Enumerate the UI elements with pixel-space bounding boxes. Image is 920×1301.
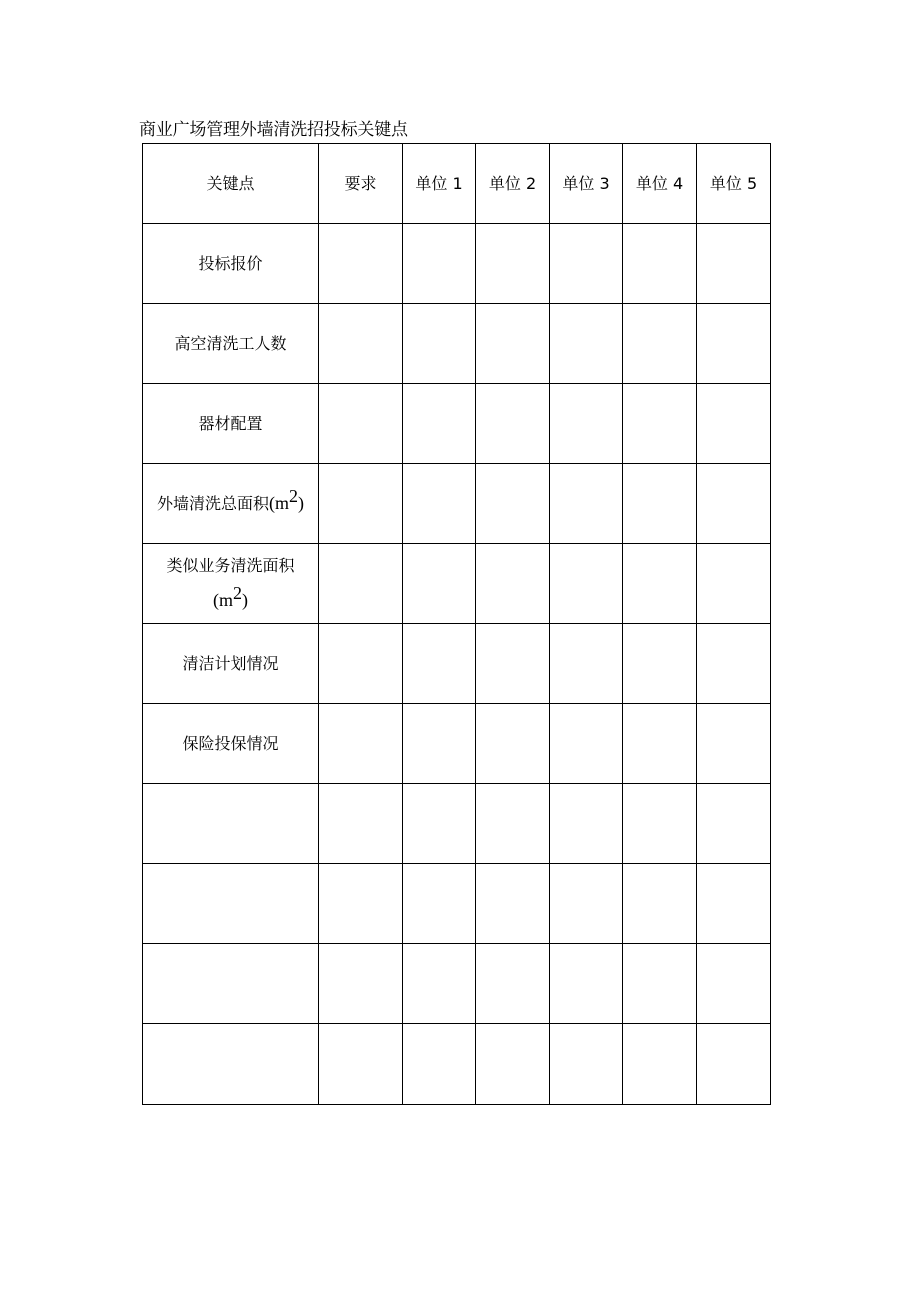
table-row — [143, 704, 771, 784]
cell-unit-1[interactable] — [403, 784, 476, 864]
cell-unit-3[interactable] — [550, 624, 623, 704]
header-row — [143, 144, 771, 224]
row-label-unit-close: ) — [298, 493, 304, 513]
cell-requirement[interactable] — [319, 1024, 403, 1105]
cell-unit-3[interactable] — [550, 864, 623, 944]
table-row — [143, 464, 771, 544]
cell-unit-3[interactable] — [550, 464, 623, 544]
row-label: 高空清洗工人数 — [143, 304, 319, 384]
cell-unit-2[interactable] — [476, 384, 550, 464]
table-row — [143, 944, 771, 1024]
cell-unit-5[interactable] — [697, 624, 771, 704]
table-row — [143, 384, 771, 464]
cell-unit-1[interactable] — [403, 224, 476, 304]
cell-unit-3[interactable] — [550, 944, 623, 1024]
cell-requirement[interactable] — [319, 624, 403, 704]
table-row — [143, 624, 771, 704]
cell-unit-2[interactable] — [476, 464, 550, 544]
cell-unit-1[interactable] — [403, 944, 476, 1024]
cell-unit-4[interactable] — [623, 784, 697, 864]
cell-requirement[interactable] — [319, 704, 403, 784]
row-label: 器材配置 — [143, 384, 319, 464]
header-requirement: 要求 — [319, 144, 403, 224]
cell-unit-1[interactable] — [403, 704, 476, 784]
row-label — [143, 464, 319, 544]
cell-unit-4[interactable] — [623, 624, 697, 704]
cell-unit-1[interactable] — [403, 544, 476, 624]
row-label-unit-superscript: 2 — [289, 486, 298, 506]
cell-requirement[interactable] — [319, 304, 403, 384]
cell-unit-1[interactable] — [403, 624, 476, 704]
cell-unit-1[interactable] — [403, 464, 476, 544]
row-label: 清洁计划情况 — [143, 624, 319, 704]
cell-unit-2[interactable] — [476, 304, 550, 384]
cell-unit-5[interactable] — [697, 864, 771, 944]
cell-unit-5[interactable] — [697, 784, 771, 864]
header-unit-5: 单位 5 — [697, 144, 771, 224]
cell-unit-2[interactable] — [476, 544, 550, 624]
cell-unit-5[interactable] — [697, 304, 771, 384]
row-label: 投标报价 — [143, 224, 319, 304]
cell-unit-4[interactable] — [623, 384, 697, 464]
cell-unit-5[interactable] — [697, 464, 771, 544]
cell-unit-1[interactable] — [403, 384, 476, 464]
row-label-text: 外墙清洗总面积 — [156, 494, 269, 513]
cell-unit-2[interactable] — [476, 624, 550, 704]
cell-unit-2[interactable] — [476, 1024, 550, 1105]
header-unit-4: 单位 4 — [623, 144, 697, 224]
cell-unit-1[interactable] — [403, 304, 476, 384]
cell-unit-1[interactable] — [403, 1024, 476, 1105]
cell-unit-4[interactable] — [623, 704, 697, 784]
cell-unit-4[interactable] — [623, 224, 697, 304]
cell-unit-2[interactable] — [476, 784, 550, 864]
cell-unit-3[interactable] — [550, 704, 623, 784]
cell-requirement[interactable] — [319, 944, 403, 1024]
key-points-table — [142, 143, 771, 1105]
row-label[interactable] — [143, 784, 319, 864]
cell-unit-4[interactable] — [623, 464, 697, 544]
cell-unit-4[interactable] — [623, 544, 697, 624]
cell-unit-5[interactable] — [697, 704, 771, 784]
row-label-unit: (m — [213, 590, 233, 610]
cell-unit-3[interactable] — [550, 1024, 623, 1105]
header-unit-3: 单位 3 — [550, 144, 623, 224]
cell-unit-3[interactable] — [550, 304, 623, 384]
cell-unit-5[interactable] — [697, 224, 771, 304]
cell-unit-2[interactable] — [476, 704, 550, 784]
table-row — [143, 304, 771, 384]
table-row — [143, 224, 771, 304]
cell-unit-5[interactable] — [697, 1024, 771, 1105]
row-label — [143, 544, 319, 624]
cell-unit-4[interactable] — [623, 304, 697, 384]
row-label-unit-close: ) — [242, 590, 248, 610]
header-unit-1: 单位 1 — [403, 144, 476, 224]
table-row — [143, 544, 771, 624]
row-label-unit: (m — [269, 493, 289, 513]
cell-unit-4[interactable] — [623, 944, 697, 1024]
row-label-text: 类似业务清洗面积 — [166, 556, 295, 575]
cell-requirement[interactable] — [319, 784, 403, 864]
header-unit-2: 单位 2 — [476, 144, 550, 224]
cell-unit-3[interactable] — [550, 544, 623, 624]
cell-unit-2[interactable] — [476, 864, 550, 944]
cell-unit-4[interactable] — [623, 1024, 697, 1105]
cell-requirement[interactable] — [319, 224, 403, 304]
cell-unit-1[interactable] — [403, 864, 476, 944]
document-title: 商业广场管理外墙清洗招投标关键点 — [139, 120, 408, 140]
table-row — [143, 784, 771, 864]
cell-requirement[interactable] — [319, 464, 403, 544]
header-key-point: 关键点 — [143, 144, 319, 224]
cell-requirement[interactable] — [319, 864, 403, 944]
row-label-unit-superscript: 2 — [233, 583, 242, 603]
cell-requirement[interactable] — [319, 384, 403, 464]
row-label[interactable] — [143, 944, 319, 1024]
table-row — [143, 1024, 771, 1105]
row-label[interactable] — [143, 864, 319, 944]
cell-unit-4[interactable] — [623, 864, 697, 944]
cell-unit-5[interactable] — [697, 944, 771, 1024]
row-label: 保险投保情况 — [143, 704, 319, 784]
cell-unit-2[interactable] — [476, 944, 550, 1024]
cell-requirement[interactable] — [319, 544, 403, 624]
cell-unit-5[interactable] — [697, 384, 771, 464]
cell-unit-3[interactable] — [550, 784, 623, 864]
cell-unit-3[interactable] — [550, 224, 623, 304]
table-row — [143, 864, 771, 944]
row-label[interactable] — [143, 1024, 319, 1105]
cell-unit-3[interactable] — [550, 384, 623, 464]
cell-unit-2[interactable] — [476, 224, 550, 304]
cell-unit-5[interactable] — [697, 544, 771, 624]
